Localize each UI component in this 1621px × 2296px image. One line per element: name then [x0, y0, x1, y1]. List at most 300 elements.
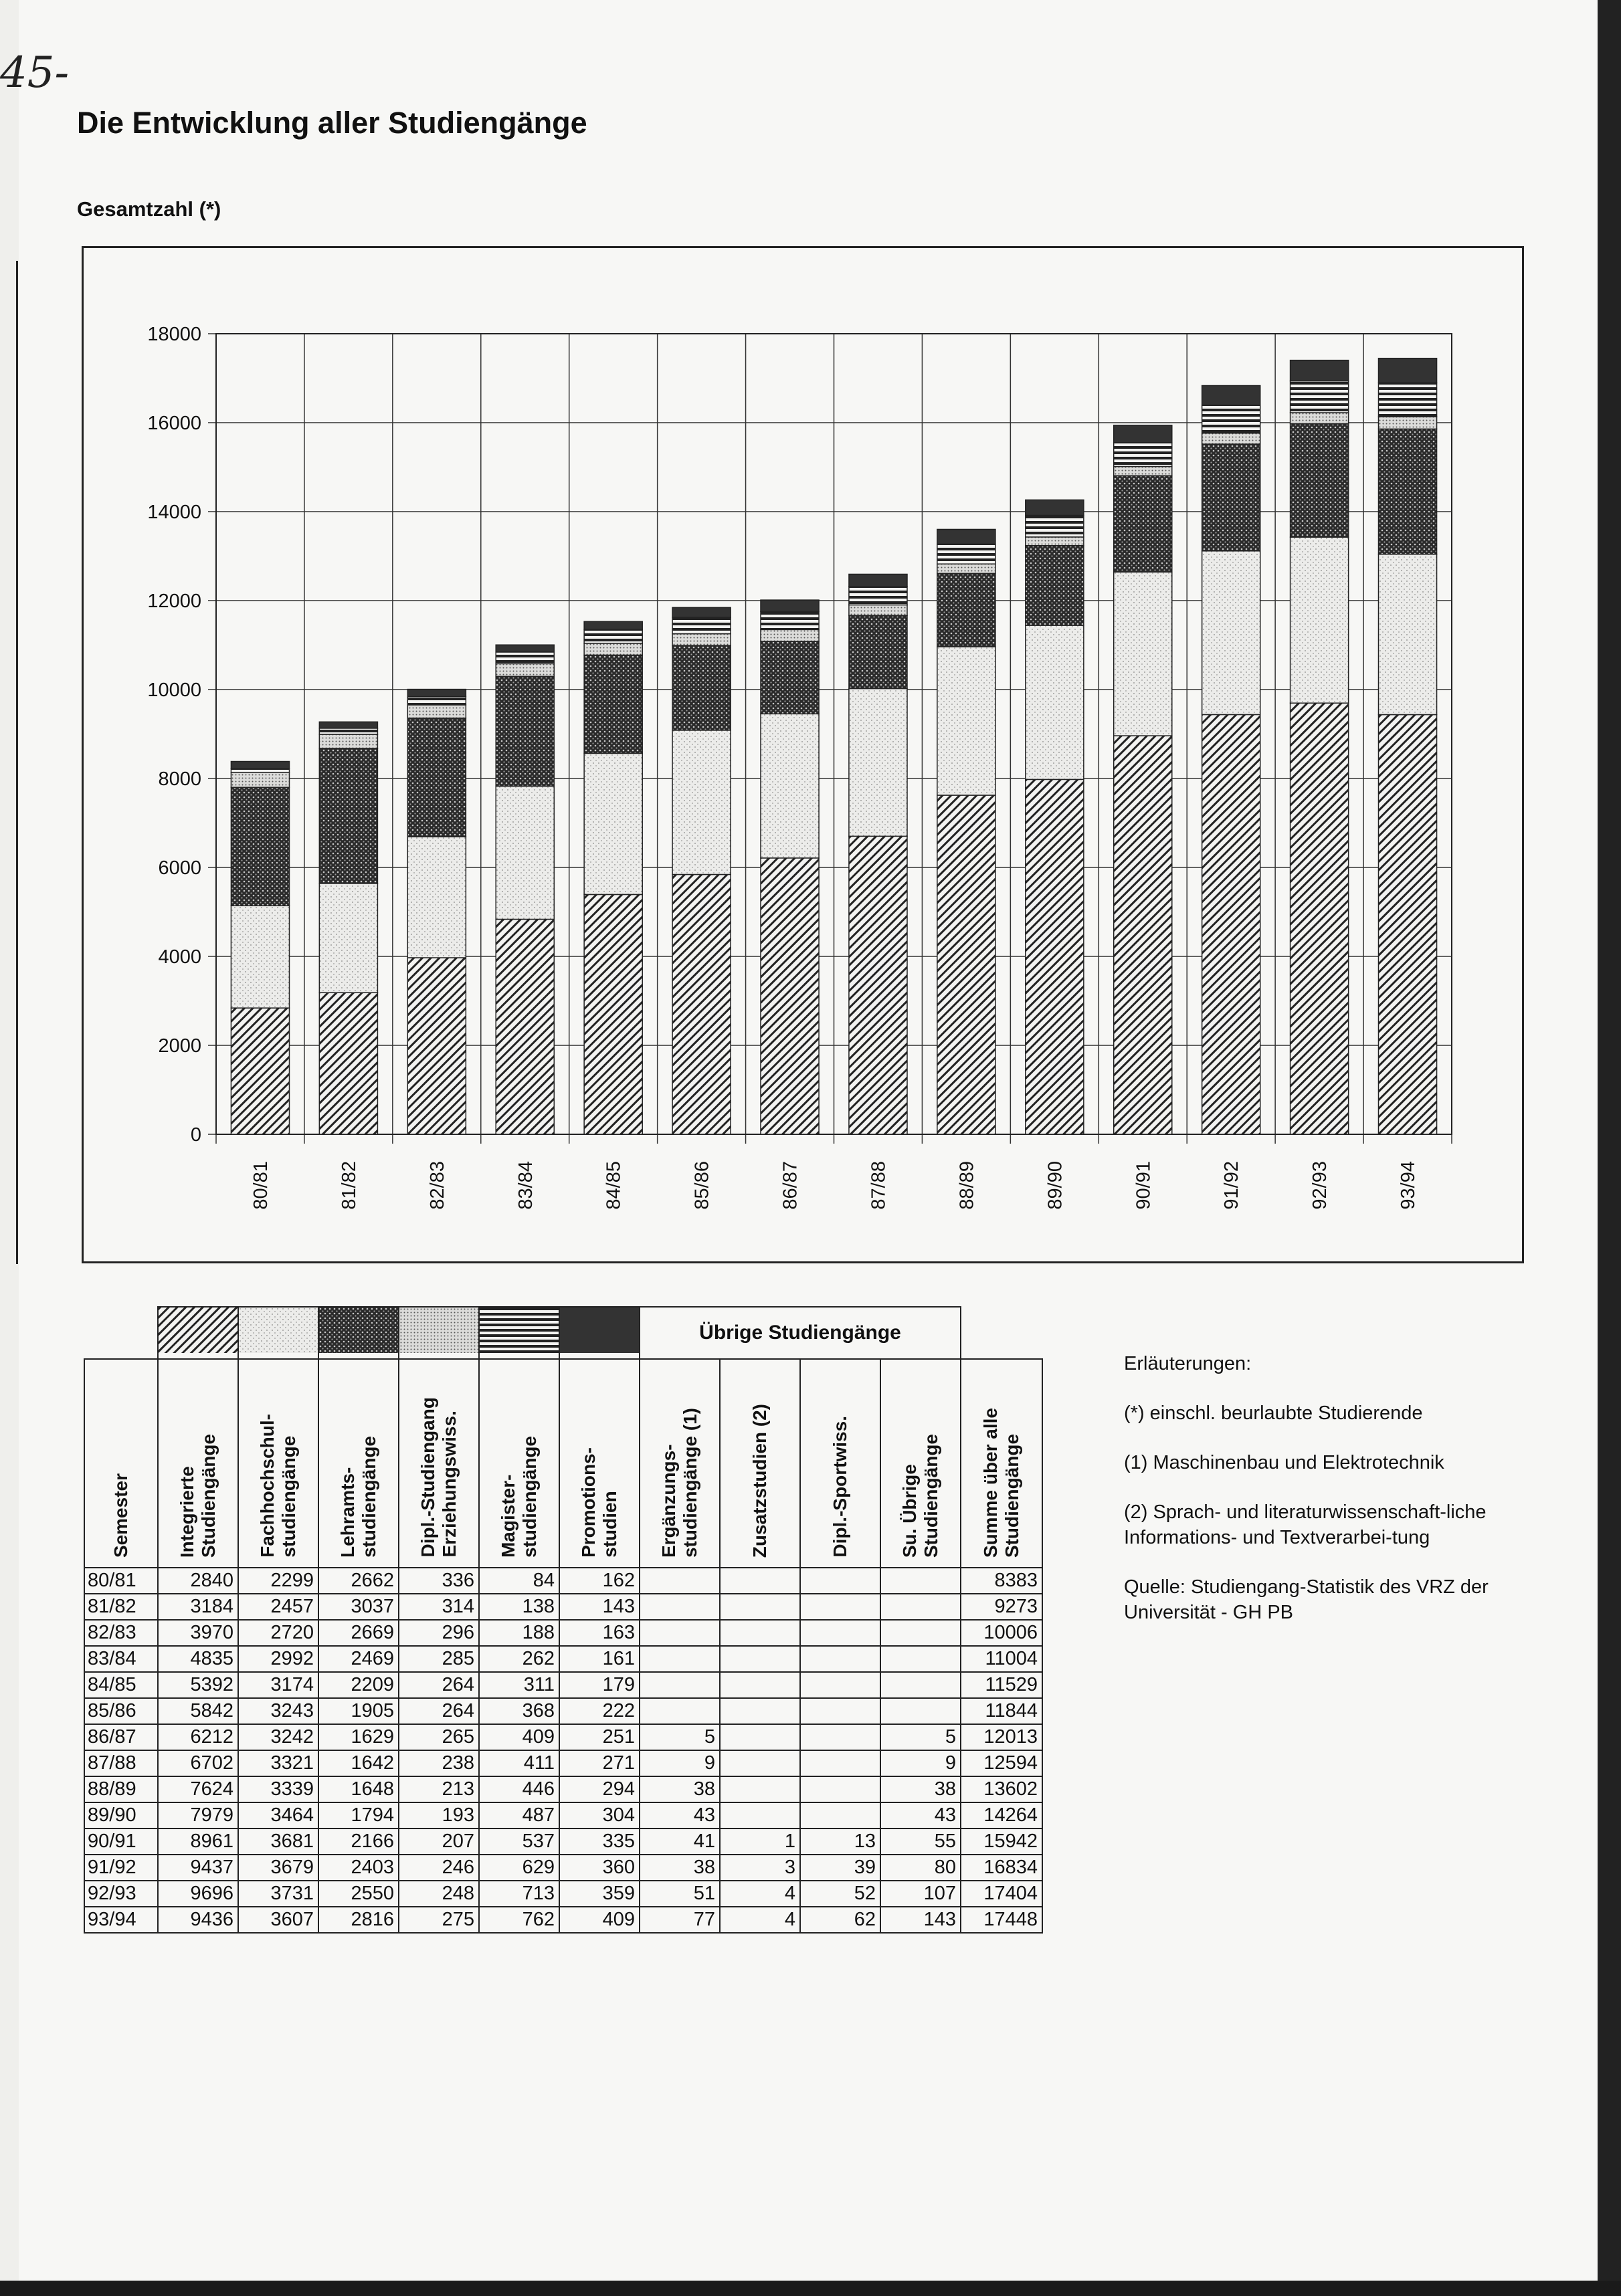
table-cell: [720, 1698, 800, 1724]
table-cell: [720, 1646, 800, 1672]
x-tick-label: 88/89: [956, 1161, 978, 1210]
table-cell: 77: [640, 1907, 720, 1933]
table-cell: [640, 1698, 720, 1724]
column-header: [800, 1359, 880, 1568]
bar-segment-fine-dots: [319, 734, 377, 748]
table-cell: 1905: [318, 1698, 399, 1724]
column-header-row: [84, 1359, 1042, 1568]
table-cell: 38: [640, 1776, 720, 1802]
x-tick-label: 85/86: [691, 1161, 713, 1210]
table-cell: [720, 1724, 800, 1750]
data-table: [84, 1306, 1043, 1934]
column-header: [479, 1359, 559, 1568]
column-header-label: Ergänzungs- studiengänge (1): [658, 1407, 700, 1558]
table-cell: 3681: [238, 1829, 318, 1855]
bar-segment-solid-dark: [407, 690, 466, 697]
table-cell: 2550: [318, 1881, 399, 1907]
legend-swatch-row: [84, 1307, 1042, 1359]
bar-segment-solid-dark: [496, 645, 554, 652]
table-cell: 262: [479, 1646, 559, 1672]
table-cell: [720, 1672, 800, 1698]
table-cell: 4: [720, 1907, 800, 1933]
table-cell: [800, 1646, 880, 1672]
table-cell: 9273: [961, 1594, 1042, 1620]
legend-swatch-diplom-erziehung: [399, 1307, 479, 1359]
bar-segment-diagonal-hatch: [672, 875, 731, 1134]
bar-segment-diagonal-hatch: [849, 836, 907, 1134]
bar-segment-horizontal-lines: [1202, 405, 1260, 433]
table-cell: 55: [880, 1829, 961, 1855]
bar-segment-solid-dark: [231, 762, 289, 769]
y-tick-label: 16000: [147, 413, 201, 434]
x-tick-label: 92/93: [1309, 1161, 1331, 1210]
bar-segment-diagonal-hatch: [1291, 703, 1349, 1134]
chart-frame: [82, 246, 1524, 1263]
table-cell: 38: [640, 1855, 720, 1881]
table-cell: [640, 1568, 720, 1594]
table-row: [84, 1594, 1042, 1620]
bar-segment-horizontal-lines: [584, 629, 642, 643]
table-cell: 3321: [238, 1750, 318, 1776]
table-cell: [720, 1802, 800, 1829]
table-cell: 409: [559, 1907, 640, 1933]
row-semester: 93/94: [84, 1907, 158, 1933]
column-header-label: Magister- studiengänge: [498, 1435, 540, 1558]
column-header-label: Integrierte Studiengänge: [177, 1433, 219, 1558]
table-cell: 1642: [318, 1750, 399, 1776]
y-tick-label: 6000: [158, 857, 201, 879]
column-header-label: Summe über alle Studiengänge: [980, 1407, 1022, 1558]
bar-segment-dark-dots: [496, 676, 554, 786]
table-cell: 179: [559, 1672, 640, 1698]
x-tick-label: 80/81: [250, 1161, 272, 1210]
bar-segment-diagonal-hatch: [1026, 779, 1084, 1134]
column-header: [399, 1359, 479, 1568]
column-header-label: Su. Übrige Studiengänge: [899, 1433, 941, 1558]
legend-swatch-promotion: [559, 1307, 640, 1359]
table-cell: 3: [720, 1855, 800, 1881]
column-header-label: Dipl.-Studiengang Erziehungswiss.: [417, 1397, 460, 1558]
table-cell: 9696: [158, 1881, 238, 1907]
table-cell: 143: [559, 1594, 640, 1620]
table-cell: [880, 1620, 961, 1646]
table-cell: 3243: [238, 1698, 318, 1724]
bar-segment-horizontal-lines: [1378, 383, 1436, 417]
y-tick-label: 2000: [158, 1035, 201, 1057]
table-cell: 6212: [158, 1724, 238, 1750]
note-source: Quelle: Studiengang-Statistik des VRZ der Universität - GH PB: [1124, 1576, 1489, 1623]
table-cell: 3184: [158, 1594, 238, 1620]
table-cell: 13602: [961, 1776, 1042, 1802]
table-row: [84, 1881, 1042, 1907]
table-cell: 762: [479, 1907, 559, 1933]
bar-segment-solid-dark: [584, 621, 642, 629]
table-cell: 2403: [318, 1855, 399, 1881]
bar-segment-horizontal-lines: [1114, 443, 1172, 467]
column-header: [880, 1359, 961, 1568]
note-2: (2) Sprach- und literaturwissenschaft-liche Informations- und Textverarbei-tung: [1124, 1501, 1487, 1548]
chart-grid: [208, 334, 1452, 1144]
table-cell: 11529: [961, 1672, 1042, 1698]
table-cell: 2840: [158, 1568, 238, 1594]
x-tick-label: 89/90: [1044, 1161, 1066, 1210]
table-cell: [880, 1594, 961, 1620]
bar-segment-horizontal-lines: [231, 768, 289, 772]
x-tick-label: 82/83: [426, 1161, 448, 1210]
table-cell: 296: [399, 1620, 479, 1646]
legend-swatch-fachhochschul: [238, 1307, 318, 1359]
table-cell: [880, 1698, 961, 1724]
bar-segment-horizontal-lines: [761, 611, 819, 629]
bar-segment-diagonal-hatch: [407, 958, 466, 1134]
table-cell: 12594: [961, 1750, 1042, 1776]
x-tick-label: 86/87: [779, 1161, 801, 1210]
table-cell: 265: [399, 1724, 479, 1750]
bar-segment-diagonal-hatch: [937, 795, 995, 1134]
table-cell: 7979: [158, 1802, 238, 1829]
table-cell: 251: [559, 1724, 640, 1750]
table-cell: 359: [559, 1881, 640, 1907]
table-cell: 3970: [158, 1620, 238, 1646]
bar-segment-fine-dots: [937, 564, 995, 573]
bar-segment-light-dots: [1378, 554, 1436, 715]
row-semester: 92/93: [84, 1881, 158, 1907]
legend-swatch-lehramt: [318, 1307, 399, 1359]
bar-segment-dark-dots: [1378, 429, 1436, 554]
page-edge-shadow: [1598, 0, 1621, 2296]
table-cell: 62: [800, 1907, 880, 1933]
bar-segment-light-dots: [407, 837, 466, 958]
table-cell: [640, 1594, 720, 1620]
bar-segment-horizontal-lines: [319, 728, 377, 734]
table-row: [84, 1698, 1042, 1724]
bar-segment-light-dots: [584, 753, 642, 894]
table-cell: 51: [640, 1881, 720, 1907]
table-cell: 311: [479, 1672, 559, 1698]
table-cell: 446: [479, 1776, 559, 1802]
table-cell: 2992: [238, 1646, 318, 1672]
table-row: [84, 1776, 1042, 1802]
table-cell: 17448: [961, 1907, 1042, 1933]
bar-segment-solid-dark: [1291, 360, 1349, 381]
table-row: [84, 1672, 1042, 1698]
table-cell: 3731: [238, 1881, 318, 1907]
table-cell: 2669: [318, 1620, 399, 1646]
table-cell: 537: [479, 1829, 559, 1855]
table-cell: 43: [640, 1802, 720, 1829]
table-cell: 2720: [238, 1620, 318, 1646]
column-header-label: Dipl.-Sportwiss.: [830, 1416, 850, 1558]
table-cell: 411: [479, 1750, 559, 1776]
table-cell: 2299: [238, 1568, 318, 1594]
table-cell: 9: [640, 1750, 720, 1776]
table-row: [84, 1620, 1042, 1646]
table-cell: 107: [880, 1881, 961, 1907]
row-semester: 86/87: [84, 1724, 158, 1750]
table-cell: 713: [479, 1881, 559, 1907]
bar-segment-solid-dark: [319, 722, 377, 728]
table-cell: 275: [399, 1907, 479, 1933]
row-semester: 90/91: [84, 1829, 158, 1855]
bar-segment-dark-dots: [672, 645, 731, 730]
bar-segment-dark-dots: [849, 615, 907, 688]
bar-segment-light-dots: [1026, 625, 1084, 779]
bar-segment-solid-dark: [1378, 358, 1436, 383]
bar-segment-dark-dots: [1202, 444, 1260, 551]
table-row: [84, 1855, 1042, 1881]
bar-segment-fine-dots: [1026, 537, 1084, 546]
note-1: (1) Maschinenbau und Elektrotechnik: [1124, 1452, 1444, 1473]
bar-segment-fine-dots: [496, 663, 554, 676]
bar-segment-fine-dots: [1291, 413, 1349, 423]
legend-swatch-integrierte: [158, 1307, 238, 1359]
bar-segment-diagonal-hatch: [1114, 736, 1172, 1134]
table-cell: 213: [399, 1776, 479, 1802]
table-cell: 80: [880, 1855, 961, 1881]
notes-heading: Erläuterungen:: [1124, 1353, 1252, 1374]
table-cell: [720, 1750, 800, 1776]
table-cell: 9436: [158, 1907, 238, 1933]
bar-segment-light-dots: [937, 647, 995, 795]
bar-segment-dark-dots: [1291, 424, 1349, 538]
row-semester: 91/92: [84, 1855, 158, 1881]
table-cell: 304: [559, 1802, 640, 1829]
table-cell: 368: [479, 1698, 559, 1724]
table-cell: 2457: [238, 1594, 318, 1620]
table-cell: 5842: [158, 1698, 238, 1724]
table-cell: 193: [399, 1802, 479, 1829]
table-cell: 3607: [238, 1907, 318, 1933]
chart-subtitle: Gesamtzahl (*): [77, 197, 221, 221]
row-semester: 80/81: [84, 1568, 158, 1594]
bar-segment-light-dots: [761, 714, 819, 858]
bar-segment-dark-dots: [407, 718, 466, 837]
table-cell: 52: [800, 1881, 880, 1907]
table-cell: 207: [399, 1829, 479, 1855]
x-tick-label: 87/88: [868, 1161, 890, 1210]
table-cell: 2816: [318, 1907, 399, 1933]
table-cell: 13: [800, 1829, 880, 1855]
bar-segment-light-dots: [319, 883, 377, 993]
table-cell: 246: [399, 1855, 479, 1881]
bar-segment-light-dots: [849, 688, 907, 836]
table-cell: [800, 1776, 880, 1802]
table-cell: [800, 1724, 880, 1750]
bar-segment-diagonal-hatch: [761, 858, 819, 1134]
bar-segment-fine-dots: [761, 629, 819, 641]
table-cell: 487: [479, 1802, 559, 1829]
table-cell: 9: [880, 1750, 961, 1776]
row-semester: 81/82: [84, 1594, 158, 1620]
row-semester: 83/84: [84, 1646, 158, 1672]
bar-segment-solid-dark: [937, 529, 995, 544]
column-header-label: Promotions- studien: [578, 1447, 620, 1558]
bar-segment-diagonal-hatch: [1202, 714, 1260, 1134]
data-table-wrapper: [84, 1306, 1043, 1934]
bar-segment-diagonal-hatch: [231, 1008, 289, 1134]
table-cell: 285: [399, 1646, 479, 1672]
table-cell: 9437: [158, 1855, 238, 1881]
table-cell: 5392: [158, 1672, 238, 1698]
table-cell: 336: [399, 1568, 479, 1594]
bar-segment-solid-dark: [672, 607, 731, 617]
bar-segment-dark-dots: [937, 573, 995, 647]
bar-segment-fine-dots: [407, 705, 466, 718]
table-cell: 12013: [961, 1724, 1042, 1750]
bar-segment-horizontal-lines: [407, 696, 466, 705]
page-bottom-shadow: [0, 2281, 1621, 2296]
notes-panel: [1124, 1351, 1499, 1649]
table-cell: 11004: [961, 1646, 1042, 1672]
table-cell: 161: [559, 1646, 640, 1672]
bar-segment-fine-dots: [1202, 433, 1260, 444]
table-cell: 360: [559, 1855, 640, 1881]
row-semester: 88/89: [84, 1776, 158, 1802]
table-cell: 271: [559, 1750, 640, 1776]
table-cell: 264: [399, 1698, 479, 1724]
y-tick-label: 0: [190, 1124, 201, 1146]
table-cell: 3679: [238, 1855, 318, 1881]
column-header: [640, 1359, 720, 1568]
row-semester: 84/85: [84, 1672, 158, 1698]
column-header-label: Semester: [110, 1473, 131, 1558]
table-cell: 38: [880, 1776, 961, 1802]
bar-segment-fine-dots: [1114, 467, 1172, 476]
table-cell: 5: [880, 1724, 961, 1750]
x-tick-label: 91/92: [1221, 1161, 1243, 1210]
y-tick-label: 12000: [147, 591, 201, 612]
table-cell: 8961: [158, 1829, 238, 1855]
bar-segment-horizontal-lines: [672, 617, 731, 633]
table-cell: 84: [479, 1568, 559, 1594]
table-row: [84, 1568, 1042, 1594]
column-header: [318, 1359, 399, 1568]
note-asterisk: (*) einschl. beurlaubte Studierende: [1124, 1402, 1423, 1424]
bar-segment-horizontal-lines: [1291, 381, 1349, 413]
table-cell: 17404: [961, 1881, 1042, 1907]
handwritten-page-number: 45-: [0, 48, 70, 98]
table-cell: [720, 1620, 800, 1646]
table-cell: 222: [559, 1698, 640, 1724]
bar-segment-diagonal-hatch: [496, 919, 554, 1134]
table-cell: 335: [559, 1829, 640, 1855]
bar-segment-light-dots: [672, 730, 731, 875]
table-cell: 6702: [158, 1750, 238, 1776]
table-cell: [720, 1776, 800, 1802]
table-cell: [800, 1594, 880, 1620]
x-tick-label: 93/94: [1398, 1160, 1420, 1210]
table-body: [84, 1568, 1042, 1933]
y-tick-label: 14000: [147, 502, 201, 523]
table-cell: [800, 1802, 880, 1829]
left-margin-rule: [0, 261, 18, 1264]
table-cell: 3174: [238, 1672, 318, 1698]
table-row: [84, 1724, 1042, 1750]
bar-segment-solid-dark: [1114, 425, 1172, 443]
bar-segment-fine-dots: [1378, 417, 1436, 429]
table-row: [84, 1802, 1042, 1829]
bar-segment-horizontal-lines: [937, 544, 995, 564]
bar-segment-horizontal-lines: [849, 587, 907, 605]
bar-segment-light-dots: [231, 906, 289, 1008]
bar-segment-dark-dots: [231, 787, 289, 906]
row-semester: 89/90: [84, 1802, 158, 1829]
bar-segment-dark-dots: [319, 748, 377, 883]
bar-segment-fine-dots: [231, 772, 289, 787]
table-cell: 41: [640, 1829, 720, 1855]
bar-segment-horizontal-lines: [1026, 516, 1084, 537]
bar-segment-dark-dots: [1026, 546, 1084, 625]
table-cell: 143: [880, 1907, 961, 1933]
table-cell: 5: [640, 1724, 720, 1750]
table-cell: 3464: [238, 1802, 318, 1829]
table-cell: 238: [399, 1750, 479, 1776]
table-cell: [800, 1698, 880, 1724]
row-semester: 87/88: [84, 1750, 158, 1776]
bar-segment-light-dots: [1202, 551, 1260, 715]
table-cell: [880, 1568, 961, 1594]
column-header: [158, 1359, 238, 1568]
swatch-spacer: [84, 1307, 158, 1359]
table-row: [84, 1907, 1042, 1933]
bar-segment-solid-dark: [1202, 386, 1260, 405]
x-tick-label: 83/84: [514, 1161, 537, 1210]
bar-segment-light-dots: [496, 787, 554, 920]
table-cell: [880, 1672, 961, 1698]
legend-swatch-magister: [479, 1307, 559, 1359]
column-header: [84, 1359, 158, 1568]
table-cell: 2469: [318, 1646, 399, 1672]
table-cell: 1629: [318, 1724, 399, 1750]
column-header: [720, 1359, 800, 1568]
table-cell: [720, 1568, 800, 1594]
bar-segment-dark-dots: [1114, 476, 1172, 572]
table-row: [84, 1750, 1042, 1776]
x-tick-label: 90/91: [1133, 1161, 1155, 1210]
table-cell: 3037: [318, 1594, 399, 1620]
bar-segment-light-dots: [1114, 572, 1172, 736]
group-header-uebrige: Übrige Studiengänge: [640, 1307, 961, 1359]
table-cell: 4835: [158, 1646, 238, 1672]
table-cell: 409: [479, 1724, 559, 1750]
table-cell: 314: [399, 1594, 479, 1620]
table-cell: [800, 1568, 880, 1594]
bar-segment-fine-dots: [672, 634, 731, 646]
page-title: Die Entwicklung aller Studiengänge: [77, 106, 587, 140]
table-cell: 138: [479, 1594, 559, 1620]
table-row: [84, 1646, 1042, 1672]
column-header: [559, 1359, 640, 1568]
bar-segment-solid-dark: [1026, 500, 1084, 515]
bar-segment-diagonal-hatch: [319, 993, 377, 1134]
bar-segment-diagonal-hatch: [1378, 715, 1436, 1134]
row-semester: 82/83: [84, 1620, 158, 1646]
table-cell: [640, 1672, 720, 1698]
column-header: [238, 1359, 318, 1568]
table-cell: 8383: [961, 1568, 1042, 1594]
column-header-label: Zusatzstudien (2): [749, 1403, 770, 1558]
table-cell: 16834: [961, 1855, 1042, 1881]
table-cell: 39: [800, 1855, 880, 1881]
table-cell: 188: [479, 1620, 559, 1646]
y-tick-label: 10000: [147, 680, 201, 701]
table-cell: [720, 1594, 800, 1620]
table-cell: 3339: [238, 1776, 318, 1802]
row-semester: 85/86: [84, 1698, 158, 1724]
table-cell: 14264: [961, 1802, 1042, 1829]
bar-segment-solid-dark: [849, 574, 907, 587]
table-cell: 7624: [158, 1776, 238, 1802]
